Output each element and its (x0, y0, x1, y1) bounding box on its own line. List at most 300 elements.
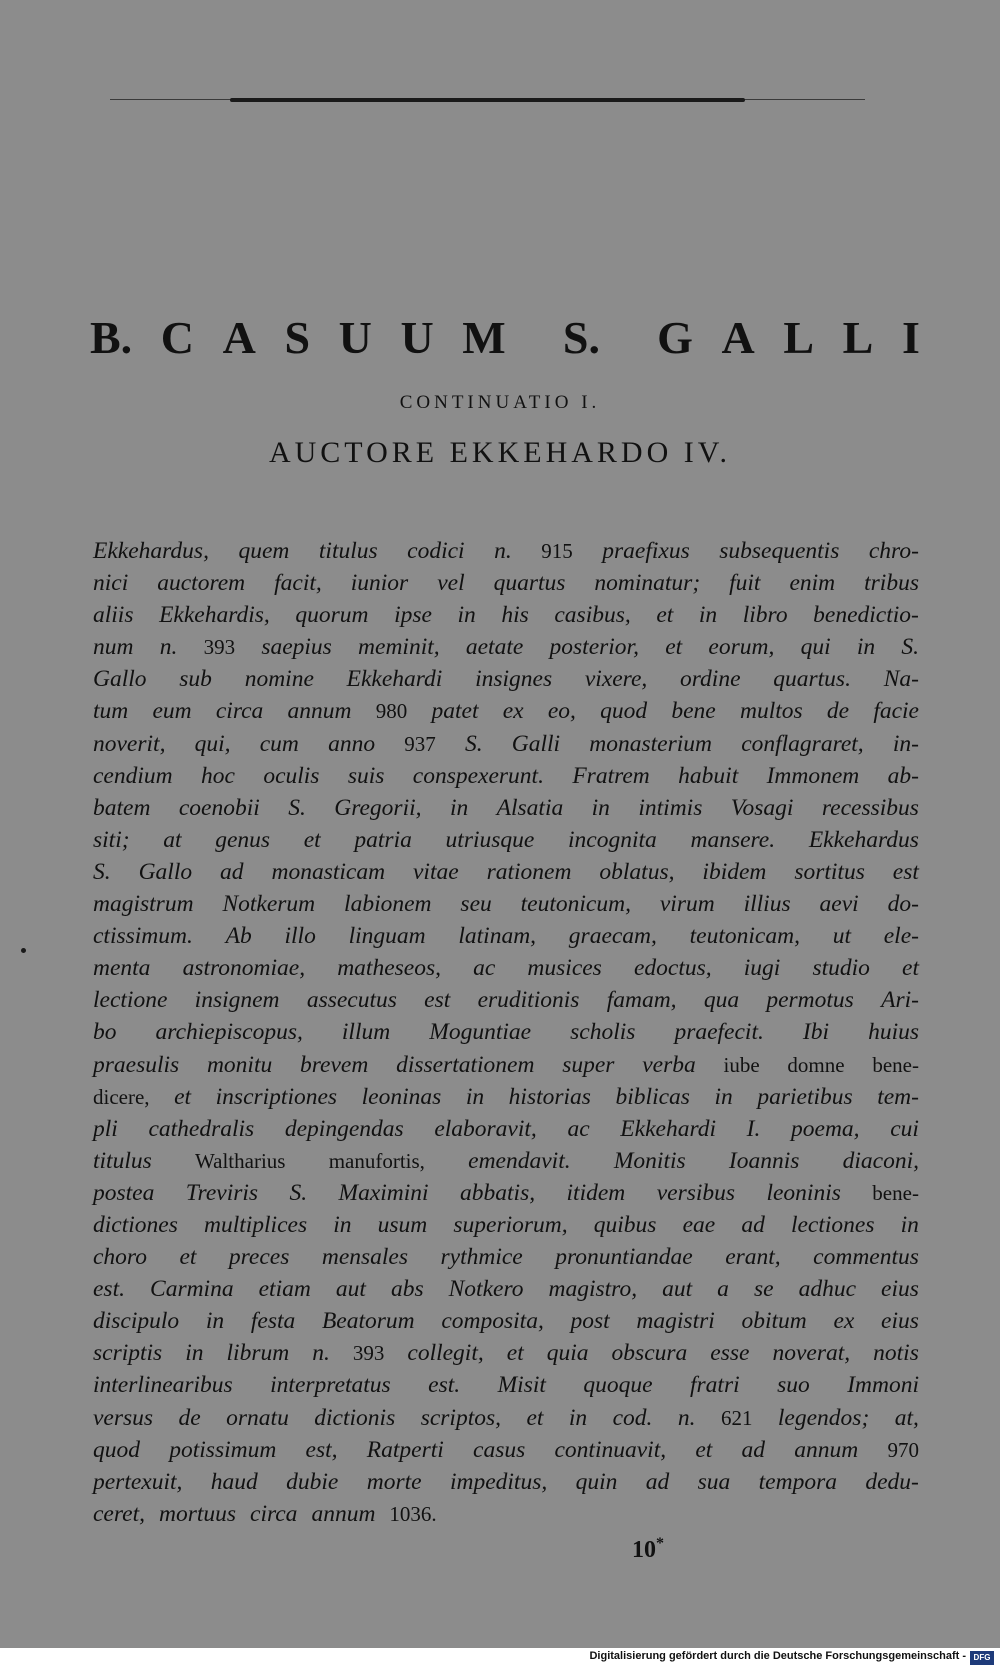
word: musices (527, 955, 602, 982)
word: patet (431, 698, 479, 725)
text-line (93, 1434, 919, 1466)
word: Ekkehardis, (159, 602, 270, 629)
title-letter: C (160, 312, 195, 363)
word: est. (428, 1372, 461, 1399)
word: Treviris (185, 1179, 259, 1206)
word: obitum (741, 1308, 807, 1335)
word: astronomiae, (182, 955, 306, 982)
word: S. (464, 730, 483, 757)
text-line (93, 1016, 919, 1048)
word: annum (311, 1500, 376, 1527)
word: in (698, 602, 718, 629)
word: ad (645, 1468, 670, 1495)
word: fuit (729, 570, 761, 597)
word: fratri (690, 1372, 740, 1399)
title-letter: U (338, 312, 372, 363)
word: auctorem (157, 570, 246, 597)
word: iube (723, 1052, 760, 1077)
word: Ioannis (728, 1147, 800, 1174)
word: Monitis (613, 1147, 686, 1174)
text-line (93, 695, 919, 727)
text-line (93, 1369, 919, 1401)
word: Na- (883, 666, 919, 693)
word: in (333, 1211, 352, 1238)
word: cendium (93, 762, 173, 789)
word: dubie (286, 1468, 339, 1495)
word: dicere, (93, 1084, 150, 1109)
text-line (93, 599, 919, 631)
word: in (205, 1308, 225, 1335)
word: in (856, 634, 876, 661)
word: recessibus (821, 794, 919, 821)
text-line (93, 1177, 919, 1209)
word: quod (600, 698, 648, 725)
word: quartus (493, 570, 566, 597)
chapter-subtitle: CONTINUATIO I. (399, 392, 601, 413)
word: teutonicum, (520, 891, 631, 918)
word: multiplices (203, 1211, 308, 1238)
word: dissertationem (396, 1051, 535, 1078)
word: seu (460, 891, 492, 918)
digitization-footer (0, 1648, 1000, 1671)
word: ab- (887, 762, 919, 789)
word: quia (546, 1340, 589, 1367)
word: bo (93, 1019, 117, 1046)
word: Ab (225, 923, 252, 950)
word: casus (473, 1436, 526, 1463)
word: oblatus, (599, 858, 675, 885)
title-letter: U (400, 312, 434, 363)
text-line (93, 984, 919, 1016)
word: I. (746, 1115, 761, 1142)
word: mansere. (690, 826, 776, 853)
word: adhuc (798, 1276, 856, 1303)
word: intimis (638, 794, 703, 821)
word: elaboravit, (434, 1115, 537, 1142)
word: S. (93, 858, 111, 885)
word: anno (328, 730, 376, 757)
word: 937 (404, 731, 436, 756)
word: huius (868, 1019, 919, 1046)
word: meminit, (358, 634, 440, 661)
word: vel (437, 570, 465, 597)
word: in (714, 1083, 733, 1110)
word: Notkerum (222, 891, 316, 918)
word: scholis (570, 1019, 636, 1046)
text-line (93, 1209, 919, 1241)
word: aut (335, 1276, 366, 1303)
word: annum (287, 698, 352, 725)
word: conflagraret, (741, 730, 864, 757)
word: scriptos, (420, 1404, 501, 1431)
word: monasticam (271, 858, 386, 885)
word: n. (312, 1340, 330, 1367)
page-number (632, 1535, 664, 1564)
word: quin (575, 1468, 618, 1495)
funding-credit: Digitalisierung gefördert durch die Deutsche Forschungsgemeinschaft - (589, 1650, 966, 1662)
word: permotus (766, 987, 854, 1014)
word: superiorum, (453, 1211, 568, 1238)
word: 1036. (389, 1501, 437, 1526)
word: Ekkehardus, (93, 538, 209, 564)
word: n. (159, 634, 178, 661)
word: est (892, 858, 919, 885)
word: oculis (263, 762, 320, 789)
word: chro- (868, 538, 919, 564)
word: hoc (201, 762, 235, 789)
word: Ibi (802, 1019, 830, 1046)
word: parietibus (757, 1083, 853, 1110)
word: cathedralis (148, 1115, 255, 1142)
word: ele- (883, 923, 919, 950)
word: Carmina (150, 1276, 234, 1303)
word: benedictio- (813, 602, 919, 629)
word: postea (93, 1179, 155, 1206)
word: labionem (344, 891, 432, 918)
word: 915 (541, 539, 573, 563)
word: assecutus (306, 987, 397, 1014)
word: interlinearibus (93, 1372, 233, 1399)
word: Moguntiae (429, 1019, 532, 1046)
text-line (93, 952, 919, 984)
word: nici (93, 570, 129, 597)
word: praefixus (602, 538, 690, 564)
word: dictionis (314, 1404, 396, 1431)
text-line (93, 824, 919, 856)
word: est. (93, 1276, 125, 1303)
word: tum (93, 698, 129, 725)
word: magistro, (548, 1276, 638, 1303)
word: ex (502, 698, 524, 725)
word: esse (710, 1340, 750, 1367)
word: et (179, 1244, 197, 1271)
word: ipse (394, 602, 432, 629)
word: diaconi, (842, 1147, 919, 1174)
word: de (826, 698, 850, 725)
word: praesulis (93, 1051, 180, 1078)
word: ceret, (93, 1500, 145, 1527)
word: leoninas (361, 1083, 442, 1110)
text-line (93, 888, 919, 920)
word: super (562, 1051, 615, 1078)
word: 970 (887, 1437, 919, 1462)
word: librum (226, 1340, 290, 1367)
word: utriusque (445, 826, 535, 853)
word: haud (210, 1468, 258, 1495)
word: festa (250, 1308, 296, 1335)
word: de (178, 1404, 201, 1431)
word: ex (833, 1308, 855, 1335)
word: composita, (441, 1308, 544, 1335)
word: domne (787, 1052, 845, 1077)
word: in (449, 794, 469, 821)
word: tribus (864, 570, 919, 597)
word: interpretatus (270, 1372, 391, 1399)
word: circa (250, 1500, 298, 1527)
word: 621 (720, 1405, 753, 1430)
word: insignem (194, 987, 280, 1014)
word: in- (892, 730, 919, 757)
word: at (163, 826, 182, 853)
word: Gallo (93, 666, 147, 693)
word: Maximini (338, 1179, 429, 1206)
word: vixere, (584, 666, 648, 693)
word: aliis (93, 602, 134, 629)
text-line (93, 631, 919, 663)
word: conspexerunt. (412, 762, 544, 789)
word: emendavit. (468, 1147, 571, 1174)
word: his (501, 602, 529, 629)
word: et (526, 1404, 544, 1431)
word: magistri (636, 1308, 715, 1335)
word: impeditus, (449, 1468, 548, 1495)
text-line (93, 1113, 919, 1145)
word: nominatur; (594, 570, 701, 597)
word: et (303, 826, 321, 853)
word: Notkero (448, 1276, 524, 1303)
author-line: AUCTORE EKKEHARDO IV. (268, 436, 732, 469)
word: Galli (511, 730, 561, 757)
word: quem (238, 538, 290, 564)
word: qui, (194, 730, 231, 757)
word: et (665, 634, 683, 661)
word: eum (152, 698, 192, 725)
word: et (695, 1436, 713, 1463)
word: multos (739, 698, 803, 725)
word: num (93, 634, 134, 661)
word: at, (894, 1404, 919, 1431)
text-line (93, 1466, 919, 1498)
word: est (424, 987, 451, 1014)
word: cod. (612, 1404, 653, 1431)
word: choro (93, 1244, 147, 1271)
word: qui (800, 634, 831, 661)
word: depingendas (284, 1115, 404, 1142)
word: casibus, (554, 602, 631, 629)
word: in (465, 1083, 485, 1110)
word: 393 (352, 1341, 385, 1366)
word: obscura (611, 1340, 688, 1367)
text-line (93, 792, 919, 824)
word: S. (901, 634, 919, 661)
word: sub (179, 666, 212, 693)
word: matheseos, (337, 955, 441, 982)
word: n. (494, 538, 512, 564)
chapter-title (90, 308, 920, 368)
word: pertexuit, (93, 1468, 183, 1495)
word: tempora (758, 1468, 837, 1495)
word: Gregorii, (334, 794, 422, 821)
word: Misit (497, 1372, 546, 1399)
word: etiam (258, 1276, 311, 1303)
word: illius (743, 891, 791, 918)
word: ad (741, 1211, 765, 1238)
word: noverat, (772, 1340, 851, 1367)
word: lectiones (790, 1211, 875, 1238)
word: Immonem (766, 762, 860, 789)
word: monasterium (589, 730, 712, 757)
word: virum (659, 891, 715, 918)
word: collegit, (407, 1340, 484, 1367)
header-rule-thick-line (230, 98, 745, 102)
word: bene- (872, 1180, 919, 1205)
word: siti; (93, 826, 130, 853)
title-letter: S (284, 312, 311, 363)
word: Ari- (881, 987, 919, 1014)
word: Beatorum (321, 1308, 415, 1335)
word: notis (873, 1340, 919, 1367)
word: brevem (300, 1051, 369, 1078)
word: et (174, 1083, 192, 1110)
word: insignes (475, 666, 553, 693)
word: do- (887, 891, 919, 918)
word: titulus (93, 1147, 152, 1174)
title-letter: M (462, 312, 506, 363)
word: verba (642, 1051, 696, 1078)
dfg-logo: DFG (970, 1651, 994, 1665)
word: ornatu (226, 1404, 289, 1431)
word: Ekkehardi (620, 1115, 716, 1142)
title-letter: I (901, 312, 920, 363)
word: in (457, 602, 476, 629)
text-line (93, 1273, 919, 1305)
margin-mark (21, 948, 26, 953)
text-line (93, 1305, 919, 1337)
word: enim (789, 570, 836, 597)
word: codici (407, 538, 465, 564)
word: legendos; (777, 1404, 870, 1431)
word: quoque (583, 1372, 653, 1399)
word: et (506, 1340, 524, 1367)
word: coenobii (178, 794, 260, 821)
word: bene- (872, 1052, 919, 1077)
word: leoninis (766, 1179, 841, 1206)
word: monitu (206, 1051, 273, 1078)
word: famam, (606, 987, 677, 1014)
page-number-value: 10 (632, 1537, 656, 1563)
word: batem (93, 794, 151, 821)
body-paragraph (93, 535, 919, 1530)
word: eae (682, 1211, 716, 1238)
word: annum (794, 1436, 859, 1463)
word: libro (742, 602, 788, 629)
word: Ekkehardi (346, 666, 443, 693)
word: illo (284, 923, 316, 950)
title-letter: S. (562, 312, 600, 363)
word: pronuntiandae (555, 1244, 693, 1271)
title-letter: B. (90, 312, 133, 363)
word: eius (881, 1276, 919, 1303)
word: vitae (412, 858, 459, 885)
word: subsequentis (719, 538, 840, 564)
word: in (900, 1211, 919, 1238)
word: in (568, 1404, 588, 1431)
word: abs (390, 1276, 424, 1303)
title-letter: A (222, 312, 256, 363)
word: post (570, 1308, 610, 1335)
word: ordine (680, 666, 741, 693)
text-line (93, 1402, 919, 1434)
word: aut (662, 1276, 693, 1303)
word: dictiones (93, 1211, 178, 1238)
word: aetate (465, 634, 524, 661)
word: facit, (274, 570, 322, 597)
word: titulus (318, 538, 378, 564)
text-line (93, 1049, 919, 1081)
word: Vosagi (730, 794, 794, 821)
word: ac (567, 1115, 590, 1142)
word: facie (873, 698, 919, 725)
word: tem- (877, 1083, 919, 1110)
word: ad (741, 1436, 766, 1463)
word: Fratrem (572, 762, 650, 789)
text-line (93, 856, 919, 888)
word: n. (677, 1404, 696, 1431)
word: archiepiscopus, (155, 1019, 303, 1046)
word: scriptis (93, 1340, 163, 1367)
word: sua (697, 1468, 731, 1495)
word: cum (259, 730, 299, 757)
word: itidem (566, 1179, 626, 1206)
word: manufortis, (328, 1148, 425, 1173)
word: a (717, 1276, 729, 1303)
text-line (93, 728, 919, 760)
word: aevi (819, 891, 859, 918)
word: eruditionis (477, 987, 580, 1014)
word: ctissimum. (93, 923, 193, 950)
word: et (656, 602, 674, 629)
word: poema, (791, 1115, 860, 1142)
word: edoctus, (633, 955, 712, 982)
word: S. (289, 1179, 308, 1206)
word: ibidem (702, 858, 767, 885)
word: sortitus (794, 858, 865, 885)
word: Waltharius (195, 1148, 286, 1173)
page-number-mark: * (656, 1535, 664, 1552)
word: bene (671, 698, 716, 725)
word: Gallo (138, 858, 193, 885)
word: mortuus (158, 1500, 237, 1527)
word: nomine (244, 666, 314, 693)
word: ac (473, 955, 496, 982)
word: pli (93, 1115, 118, 1142)
header-rule (110, 95, 865, 103)
word: S. (288, 794, 306, 821)
word: 980 (375, 699, 408, 724)
word: noverit, (93, 730, 166, 757)
title-letter: A (721, 312, 755, 363)
word: rythmice (440, 1244, 523, 1271)
word: in (185, 1340, 204, 1367)
word: patria (354, 826, 412, 853)
word: abbatis, (460, 1179, 536, 1206)
word: eo, (547, 698, 576, 725)
word: quorum (295, 602, 369, 629)
word: discipulo (93, 1308, 180, 1335)
word: quod (93, 1436, 140, 1463)
title-letter: L (783, 312, 815, 363)
word: magistrum (93, 891, 194, 918)
word: ut (832, 923, 851, 950)
word: et (902, 955, 919, 982)
word: menta (93, 955, 151, 982)
text-line (93, 1241, 919, 1273)
word: Alsatia (496, 794, 564, 821)
word: dedu- (865, 1468, 919, 1495)
word: continuavit, (554, 1436, 667, 1463)
word: incognita (568, 826, 657, 853)
word: versus (93, 1404, 154, 1431)
